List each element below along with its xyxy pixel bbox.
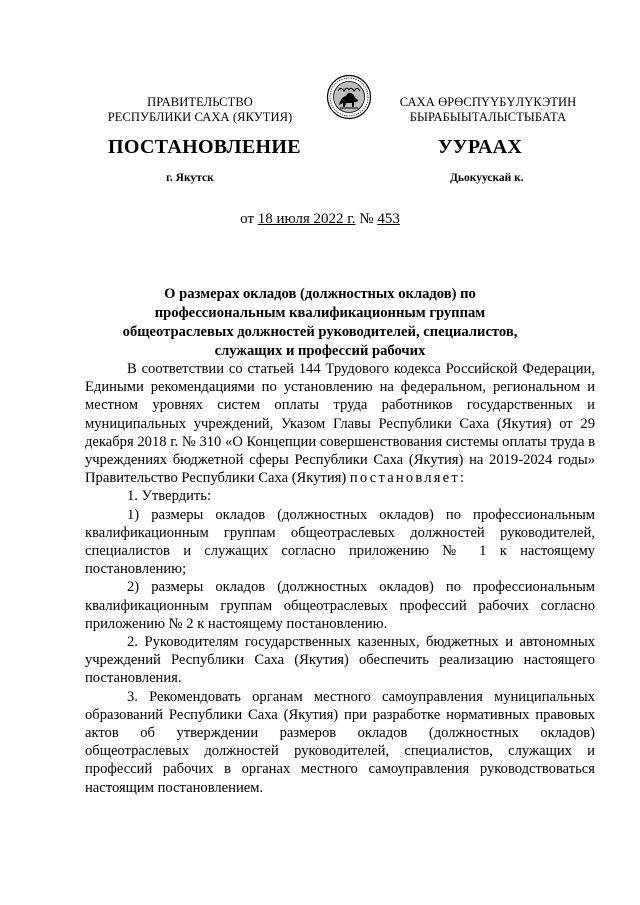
issuer-russian bbox=[100, 95, 300, 125]
clause-2: 2. Руководителям государственных казенных, бюджетных и автономных учреждений Республики Саха (Якутия) обеспечить реализацию настоящего постановления. bbox=[85, 634, 595, 687]
clause-1: 1. Утвердить: bbox=[127, 488, 212, 505]
issuer-sakha-line2: БЫРАБЫЫТАЛЫСТЫБАТА bbox=[409, 110, 567, 124]
issuer-russian-line2: РЕСПУБЛИКИ САХА (ЯКУТИЯ) bbox=[107, 110, 293, 124]
date-prefix: от bbox=[240, 211, 258, 227]
document-title: О размерах окладов (должностных окладов) по профессиональным квалификационным группам общеотраслевых должностей руководителей, специалистов, служащих и профессий рабочих bbox=[122, 286, 518, 359]
document-number: 453 bbox=[377, 211, 400, 227]
coat-of-arms-emblem bbox=[326, 74, 372, 120]
preamble-text: В соответствии со статьей 144 Трудового кодекса Российской Федерации, Едиными рекомендациями по установлению на федеральном, региональном и местном уровнях систем оплаты труда работников государственных и муниципальных учреждений, Указом Главы Республики Саха (Якутия) от 29 декабря 2018 г. № 310 «О Концепции совершенствования системы оплаты труда в учреждениях бюджетной сферы Республики Саха (Якутия) на 2019-2024 годы» Правительство Республики Саха (Якутия) bbox=[85, 361, 595, 487]
issuer-russian-line1: ПРАВИТЕЛЬСТВО bbox=[147, 95, 253, 109]
doc-type-sakha: УУРААХ bbox=[437, 136, 523, 158]
document-body bbox=[85, 360, 595, 797]
document-number-line bbox=[0, 211, 640, 228]
doc-type-russian: ПОСТАНОВЛЕНИЕ bbox=[108, 136, 301, 158]
city-russian: г. Якутск bbox=[166, 172, 214, 184]
resolution-keyword: постановляет: bbox=[349, 470, 467, 487]
number-sign: № bbox=[355, 211, 378, 227]
document-date: 18 июля 2022 г. bbox=[257, 211, 356, 227]
city-sakha: Дьокуускай к. bbox=[450, 172, 524, 184]
preamble-paragraph bbox=[85, 360, 595, 487]
clause-3: 3. Рекомендовать органам местного самоуправления муниципальных образований Республики Саха (Якутия) при разработке нормативных правовых актов об утверждении размеров окладов (должностных окладов) общеотраслевых должностей руководителей, специалистов, служащих и профессий рабочих в органах местного самоуправления руководствоваться настоящим постановлением. bbox=[85, 688, 595, 796]
issuer-sakha-line1: САХА ӨРӨСПҮҮБҮЛҮКЭТИН bbox=[399, 95, 577, 109]
issuer-sakha bbox=[378, 95, 598, 125]
clause-1-1: 1) размеры окладов (должностных окладов) по профессиональным квалификационным группам общеотраслевых должностей руководителей, специалистов и служащих согласно приложению № 1 к настоящему постановлению; bbox=[85, 506, 595, 578]
clause-1-2: 2) размеры окладов (должностных окладов) по профессиональным квалификационным группам общеотраслевых профессий рабочих согласно приложению № 2 к настоящему постановлению. bbox=[85, 579, 595, 632]
